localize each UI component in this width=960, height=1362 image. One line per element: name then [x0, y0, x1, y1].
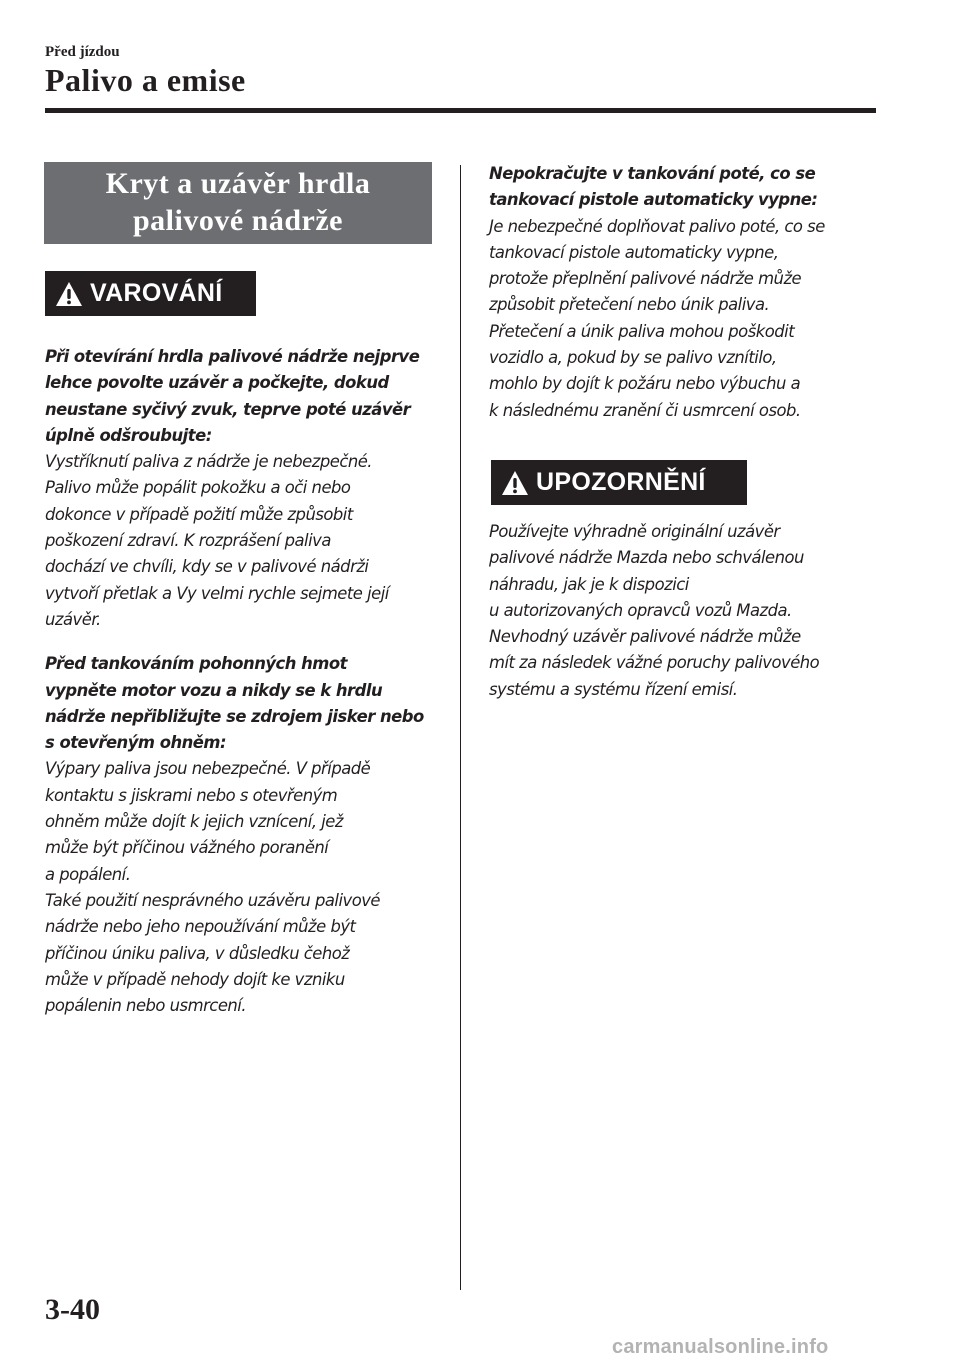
caution-body-line: mít za následek vážné poruchy palivového [489, 653, 820, 673]
section-title-line: palivové nádrže [133, 204, 343, 237]
section-title-line: Kryt a uzávěr hrdla [105, 167, 371, 200]
caution-body-line: systému a systému řízení emisí. [489, 679, 738, 699]
warning-body-line: Výpary paliva jsou nebezpečné. V případě [45, 759, 371, 779]
warning-body-line: může být příčinou vážného poranění [45, 838, 329, 858]
warning-body-line: k následnému zranění či usmrcení osob. [489, 400, 801, 420]
caution-body-line: u autorizovaných opravců vozů Mazda. [489, 600, 792, 620]
warning-body-line: Přetečení a únik paliva mohou poškodit [489, 321, 795, 341]
warning-text-left [45, 344, 440, 1019]
warning-body-line: kontaktu s jiskrami nebo s otevřeným [45, 785, 338, 805]
warning-body-line: nádrže nebo jeho nepoužívání může být [45, 917, 356, 937]
warning-body-line: Je nebezpečné doplňovat palivo poté, co se [489, 216, 825, 236]
section-title-banner [44, 162, 432, 244]
warning-heading-line: Nepokračujte v tankování poté, co se [489, 164, 816, 183]
watermark: carmanualsonline.info [612, 1336, 829, 1358]
warning-body-line: popálenin nebo usmrcení. [45, 996, 247, 1016]
warning-triangle-icon [501, 470, 529, 496]
warning-body-line: příčinou úniku paliva, v důsledku čehož [45, 943, 350, 963]
warning-body-line: protože přeplnění palivové nádrže může [489, 269, 802, 289]
page-title: Palivo a emise [45, 62, 246, 98]
warning-heading-line: s otevřeným ohněm: [45, 733, 227, 753]
warning-body-line: poškození zdraví. K rozprášení paliva [45, 531, 331, 551]
warning-heading-line: vypněte motor vozu a nikdy se k hrdlu [45, 680, 383, 700]
warning-body-line: způsobit přetečení nebo únik paliva. [489, 295, 770, 315]
warning-triangle-icon [55, 281, 83, 307]
warning-heading-line: tankovací pistole automaticky vypne: [489, 190, 818, 210]
warning-heading-line: neustane syčivý zvuk, teprve poté uzávěr [45, 399, 411, 419]
caution-body-line: Používejte výhradně originální uzávěr [489, 522, 780, 541]
caution-body-line: palivové nádrže Mazda nebo schválenou [489, 548, 804, 568]
chapter-label: Před jízdou [45, 44, 120, 60]
caution-body-line: Nevhodný uzávěr palivové nádrže může [489, 627, 801, 647]
warning-body-line: může v případě nehody dojít ke vzniku [45, 969, 345, 989]
warning-text-right [489, 161, 884, 424]
warning-body-line: mohlo by dojít k požáru nebo výbuchu a [489, 374, 801, 394]
warning-heading-line: lehce povolte uzávěr a počkejte, dokud [45, 373, 389, 393]
warning-body-line: tankovací pistole automaticky vypne, [489, 242, 779, 262]
warning-body-line: a popálení. [45, 864, 131, 884]
warning-heading-line: Při otevírání hrdla palivové nádrže nejprve [45, 347, 420, 366]
column-divider [460, 165, 461, 1290]
warning-label-text: VAROVÁNÍ [90, 279, 223, 307]
page-number: 3-40 [45, 1293, 100, 1326]
warning-body-line: dokonce v případě požití může způsobit [45, 504, 353, 524]
warning-heading-line: nádrže nepřibližujte se zdrojem jisker nebo [45, 706, 424, 726]
caution-label-text: UPOZORNĚNÍ [536, 468, 706, 496]
header-rule [45, 108, 876, 113]
warning-body-line: uzávěr. [45, 609, 101, 629]
warning-heading-line: Před tankováním pohonných hmot [45, 654, 347, 674]
warning-body-line: ohněm může dojít k jejich vznícení, jež [45, 812, 343, 832]
warning-body-line: vytvoří přetlak a Vy velmi rychle sejmete její [45, 583, 389, 603]
caution-text [489, 519, 884, 703]
warning-body-line: Palivo může popálit pokožku a oči nebo [45, 478, 351, 498]
warning-body-line: Vystříknutí paliva z nádrže je nebezpečné. [45, 452, 373, 472]
warning-body-line: dochází ve chvíli, kdy se v palivové nádrži [45, 557, 369, 577]
caution-body-line: náhradu, jak je k dispozici [489, 574, 689, 594]
warning-body-line: Také použití nesprávného uzávěru palivové [45, 890, 381, 910]
warning-heading-line: úplně odšroubujte: [45, 425, 212, 445]
warning-label-box [45, 271, 256, 316]
warning-body-line: vozidlo a, pokud by se palivo vznítilo, [489, 348, 777, 368]
caution-label-box [491, 460, 747, 505]
